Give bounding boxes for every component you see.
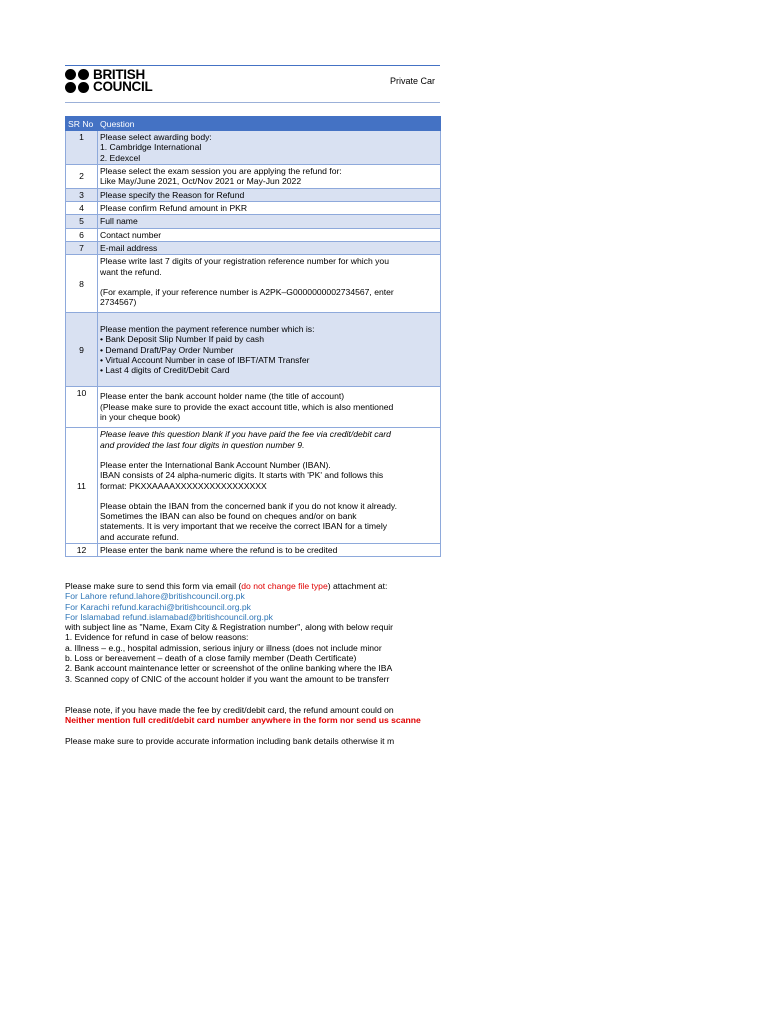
question-line: Please write last 7 digits of your registration reference number for which you — [100, 256, 389, 267]
question-table — [65, 116, 441, 557]
question-line: • Last 4 digits of Credit/Debit Card — [100, 365, 230, 376]
row-number: 6 — [66, 228, 98, 241]
form-title: Private Car — [390, 76, 436, 86]
question-line: Please enter the International Bank Account Number (IBAN). — [100, 459, 331, 470]
send-instruction: Please make sure to send this form via email (do not change file type) attachment at: — [65, 581, 388, 591]
question-line: Contact number — [100, 229, 162, 240]
logo-line-1: BRITISH — [93, 67, 145, 82]
bank-letter-item: 2. Bank account maintenance letter or screenshot of the online banking where the IBA — [65, 663, 393, 674]
question-italic-line: and provided the last four digits in question number 9. — [100, 439, 305, 450]
row-number: 9 — [66, 313, 98, 387]
row-question — [98, 164, 441, 188]
logo-line-2: COUNCIL — [93, 79, 153, 94]
email-karachi[interactable]: For Karachi refund.karachi@britishcouncil.org.pk — [65, 601, 251, 612]
logo-dots-icon — [65, 69, 89, 93]
table-row — [66, 387, 441, 428]
row-number: 11 — [66, 428, 98, 544]
question-line: Sometimes the IBAN can also be found on cheques and/or on bank — [100, 511, 357, 522]
row-question — [98, 255, 441, 313]
col-header-question: Question — [98, 117, 441, 131]
question-line: 2. Edexcel — [100, 152, 141, 163]
question-line: Please enter the bank account holder name (the title of account) — [100, 391, 345, 402]
instructions — [65, 581, 440, 746]
row-number: 3 — [66, 188, 98, 201]
question-line: IBAN consists of 24 alpha-numeric digits. It starts with 'PK' and follows this — [100, 470, 384, 481]
card-note: Please note, if you have made the fee by credit/debit card, the refund amount could on — [65, 704, 394, 715]
loss-item: b. Loss or bereavement – death of a close family member (Death Certificate) — [65, 653, 357, 664]
subject-line: with subject line as "Name, Exam City & Registration number", along with below requir — [65, 622, 394, 633]
question-line: Please specify the Reason for Refund — [100, 189, 245, 200]
question-line: want the refund. — [100, 266, 162, 277]
question-line: E-mail address — [100, 243, 158, 254]
table-row — [66, 131, 441, 165]
header-separator — [65, 102, 440, 103]
british-council-logo — [65, 69, 152, 93]
illness-item: a. Illness – e.g., hospital admission, serious injury or illness (does not include minor — [65, 642, 382, 653]
question-line: (Please make sure to provide the exact account title, which is also mentioned — [100, 401, 394, 412]
table-row — [66, 202, 441, 215]
question-line: 1. Cambridge International — [100, 142, 202, 153]
row-number: 1 — [66, 131, 98, 165]
table-header — [66, 117, 441, 131]
row-question — [98, 387, 441, 428]
card-warning: Neither mention full credit/debit card number anywhere in the form nor send us scanne — [65, 715, 421, 726]
row-question — [98, 202, 441, 215]
evidence-item: 1. Evidence for refund in case of below reasons: — [65, 632, 249, 643]
accuracy-note: Please make sure to provide accurate information including bank details otherwise it m — [65, 735, 395, 746]
row-question — [98, 544, 441, 557]
email-lahore[interactable]: For Lahore refund.lahore@britishcouncil.org.pk — [65, 591, 245, 602]
row-question — [98, 242, 441, 255]
row-question — [98, 131, 441, 165]
question-line: format: PKXXAAAAXXXXXXXXXXXXXXXX — [100, 480, 267, 491]
table-row — [66, 228, 441, 241]
question-line: Please obtain the IBAN from the concerned bank if you do not know it already. — [100, 500, 397, 511]
table-row — [66, 544, 441, 557]
question-line: Please mention the payment reference number which is: — [100, 324, 315, 335]
row-number: 5 — [66, 215, 98, 228]
row-number: 10 — [66, 387, 98, 428]
table-row — [66, 242, 441, 255]
row-number: 12 — [66, 544, 98, 557]
question-line: • Bank Deposit Slip Number If paid by cash — [100, 334, 264, 345]
question-line: Please select awarding body: — [100, 132, 212, 142]
row-question — [98, 313, 441, 387]
question-line: Like May/June 2021, Oct/Nov 2021 or May-Jun 2022 — [100, 176, 302, 187]
top-border — [65, 65, 440, 66]
row-number: 4 — [66, 202, 98, 215]
row-number: 2 — [66, 164, 98, 188]
row-question — [98, 188, 441, 201]
question-line: Full name — [100, 216, 138, 227]
row-question — [98, 215, 441, 228]
col-header-sr-no: SR No — [66, 117, 98, 131]
question-line: and accurate refund. — [100, 531, 179, 542]
email-islamabad[interactable]: For Islamabad refund.islamabad@britishcouncil.org.pk — [65, 611, 273, 622]
question-italic-line: Please leave this question blank if you have paid the fee via credit/debit card — [100, 429, 391, 440]
table-row — [66, 164, 441, 188]
question-line — [100, 491, 438, 501]
question-line: statements. It is very important that we receive the correct IBAN for a timely — [100, 521, 388, 532]
question-line: Please confirm Refund amount in PKR — [100, 203, 248, 214]
row-number: 8 — [66, 255, 98, 313]
row-question — [98, 228, 441, 241]
question-line: 2734567) — [100, 297, 137, 308]
question-line: Please select the exam session you are applying the refund for: — [100, 165, 342, 176]
table-row — [66, 188, 441, 201]
question-line: (For example, if your reference number is A2PK–G0000000002734567, enter — [100, 286, 394, 297]
question-line: Please enter the bank name where the refund is to be credited — [100, 545, 338, 556]
table-row — [66, 255, 441, 313]
question-line — [100, 277, 438, 287]
table-row — [66, 313, 441, 387]
question-line: • Demand Draft/Pay Order Number — [100, 344, 234, 355]
table-row — [66, 428, 441, 544]
cnic-item: 3. Scanned copy of CNIC of the account holder if you want the amount to be transferr — [65, 673, 390, 684]
question-line: in your cheque book) — [100, 412, 181, 423]
table-row — [66, 215, 441, 228]
question-line: • Virtual Account Number in case of IBFT/ATM Transfer — [100, 355, 310, 366]
row-question — [98, 428, 441, 544]
row-number: 7 — [66, 242, 98, 255]
